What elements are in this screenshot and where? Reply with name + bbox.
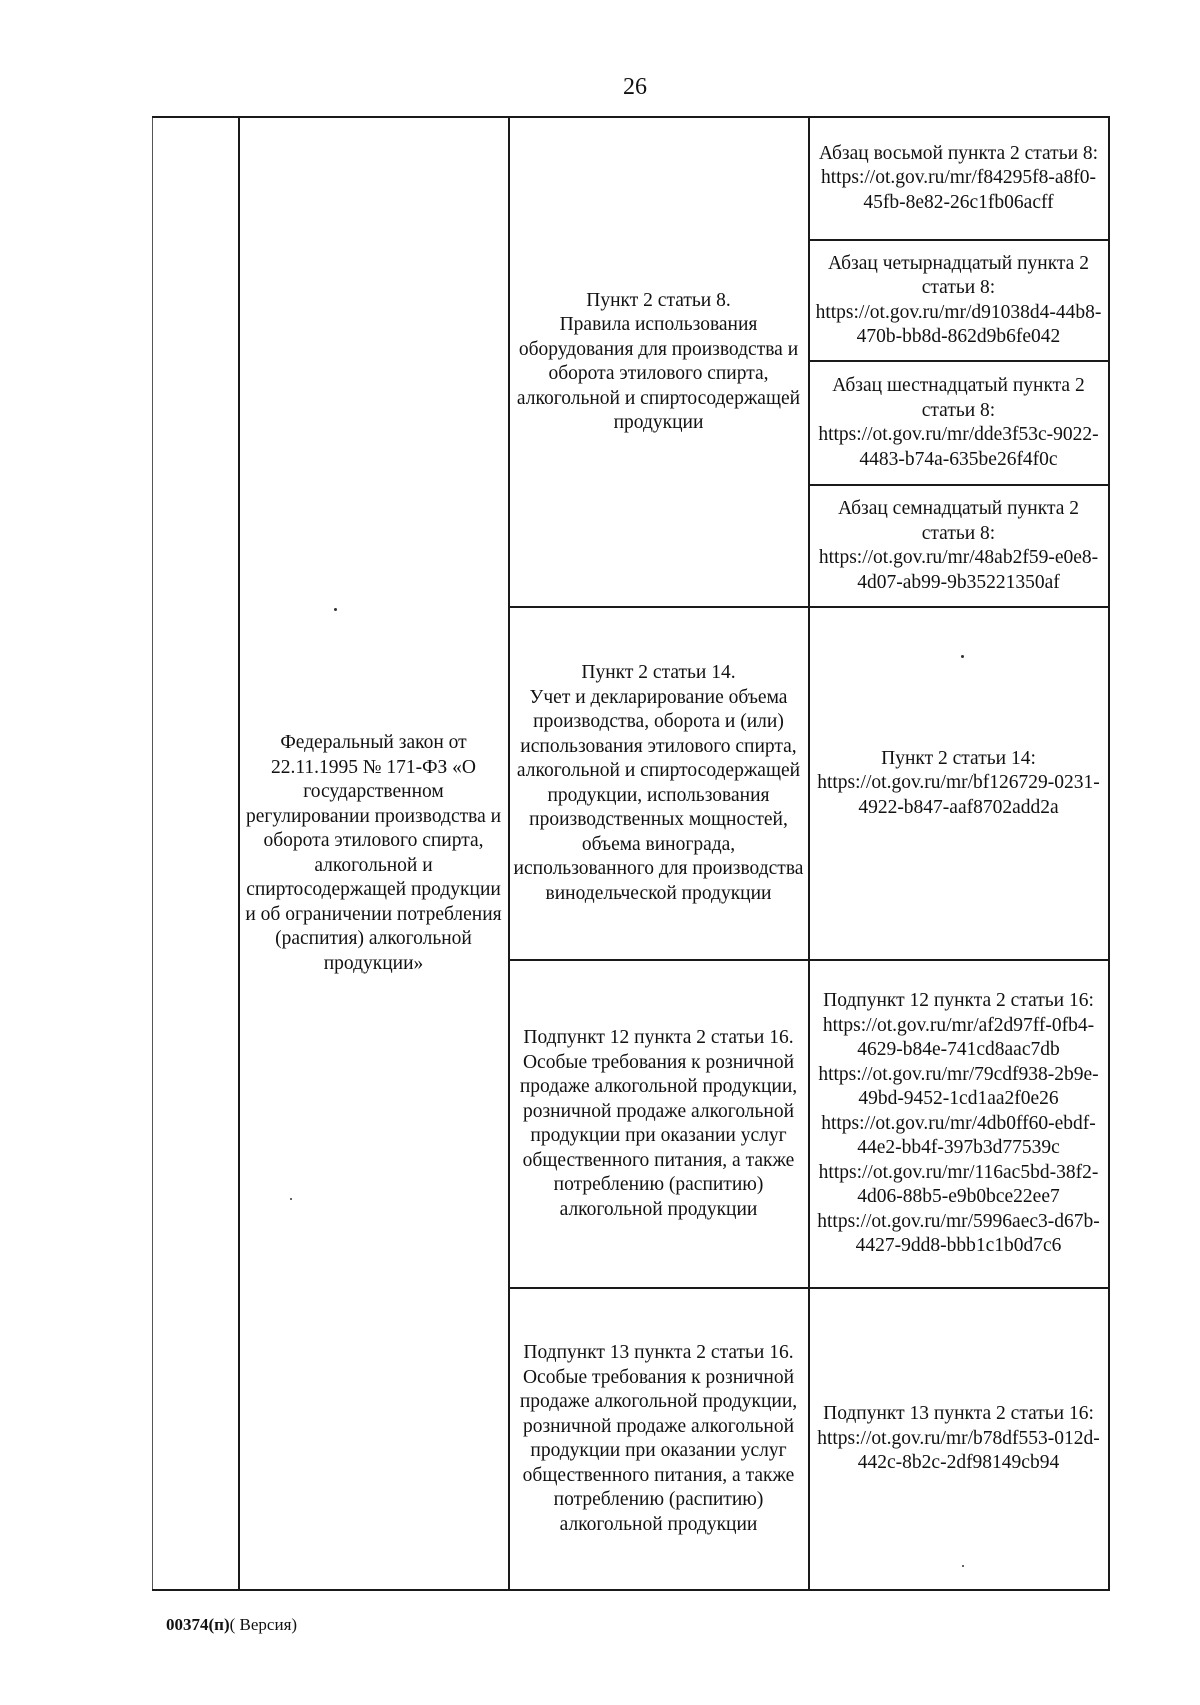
scan-speck (290, 1198, 292, 1200)
reference-text: Подпункт 13 пункта 2 статьи 16: https://ot.gov.ru/mr/b78df553-012d-442c-8b2c-2df98149cb94 (817, 1403, 1100, 1474)
page-number: 26 (623, 74, 647, 100)
requirement-cell (509, 1288, 809, 1590)
table-row (153, 117, 1109, 240)
reference-text: Пункт 2 статьи 14: https://ot.gov.ru/mr/bf126729-0231-4922-b847-aaf8702add2a (817, 747, 1100, 818)
reference-text: Абзац семнадцатый пункта 2 статьи 8: https://ot.gov.ru/mr/48ab2f59-e0e8-4d07-ab99-9b35221350af (818, 498, 1099, 593)
document-code: 00374(п) (166, 1615, 230, 1634)
law-text: Федеральный закон от 22.11.1995 № 171-ФЗ «О государственном регулировании производства и оборота этилового спирта, алкогольной и спиртосодержащей продукции и об ограничении потребления (распития) алкогольной продукции» (245, 732, 502, 974)
reference-cell (809, 361, 1109, 485)
scan-speck (961, 655, 964, 658)
requirement-text: Подпункт 13 пункта 2 статьи 16. Особые требования к розничной продаже алкогольной продукции, розничной продаже алкогольной продукции при оказании услуг общественного питания, а также потреблению (распитию) алкогольной продукции (519, 1342, 798, 1535)
requirement-cell (509, 607, 809, 960)
reference-text: Подпункт 12 пункта 2 статьи 16: https://ot.gov.ru/mr/af2d97ff-0fb4-4629-b84e-741cd8aac7db https://ot.gov.ru/mr/79cdf938-2b9e-49bd-9452-1cd1aa2f0e26 https://ot.gov.ru/mr/4db0ff60-ebdf-44e2-bb4f-397b3d77539c https://ot.gov.ru/mr/116ac5bd-38f2-4d06-88b5-e9b0bce22ee7 https://ot.gov.ru/mr/5996aec3-d67b-4427-9dd8-bbb1c1b0d7c6 (817, 990, 1100, 1257)
document-version: ( Версия) (229, 1615, 298, 1634)
requirement-text: Пункт 2 статьи 8. Правила использования оборудования для производства и оборота этилового спирта, алкогольной и спиртосодержащей продукции (516, 289, 801, 433)
reference-cell (809, 1288, 1109, 1590)
law-cell (239, 117, 509, 1590)
reference-cell (809, 240, 1109, 361)
index-cell (153, 117, 239, 1590)
reference-text: Абзац четырнадцатый пункта 2 статьи 8: https://ot.gov.ru/mr/d91038d4-44b8-470b-bb8d-862d9b6fe042 (815, 252, 1102, 347)
requirement-cell (509, 117, 809, 607)
reference-text: Абзац восьмой пункта 2 статьи 8: https://ot.gov.ru/mr/f84295f8-a8f0-45fb-8e82-26c1fb06acff (818, 142, 1099, 213)
document-footer (166, 1615, 297, 1635)
reference-cell (809, 485, 1109, 607)
scan-speck (962, 1565, 964, 1567)
reference-cell (809, 607, 1109, 960)
reference-cell (809, 117, 1109, 240)
requirement-text: Подпункт 12 пункта 2 статьи 16. Особые требования к розничной продаже алкогольной продукции, розничной продаже алкогольной продукции при оказании услуг общественного питания, а также потреблению (распитию) алкогольной продукции (519, 1027, 798, 1220)
requirement-text: Пункт 2 статьи 14. Учет и декларирование объема производства, оборота и (или) использования этилового спирта, алкогольной и спиртосодержащей продукции, использования производственных мощностей, объема винограда, использованного для производства винодельческой продукции (513, 662, 804, 904)
requirements-table (152, 116, 1110, 1591)
reference-text: Абзац шестнадцатый пункта 2 статьи 8: https://ot.gov.ru/mr/dde3f53c-9022-4483-b74a-635be26f4f0c (818, 375, 1099, 470)
scan-speck (334, 608, 337, 611)
reference-cell (809, 960, 1109, 1288)
requirement-cell (509, 960, 809, 1288)
